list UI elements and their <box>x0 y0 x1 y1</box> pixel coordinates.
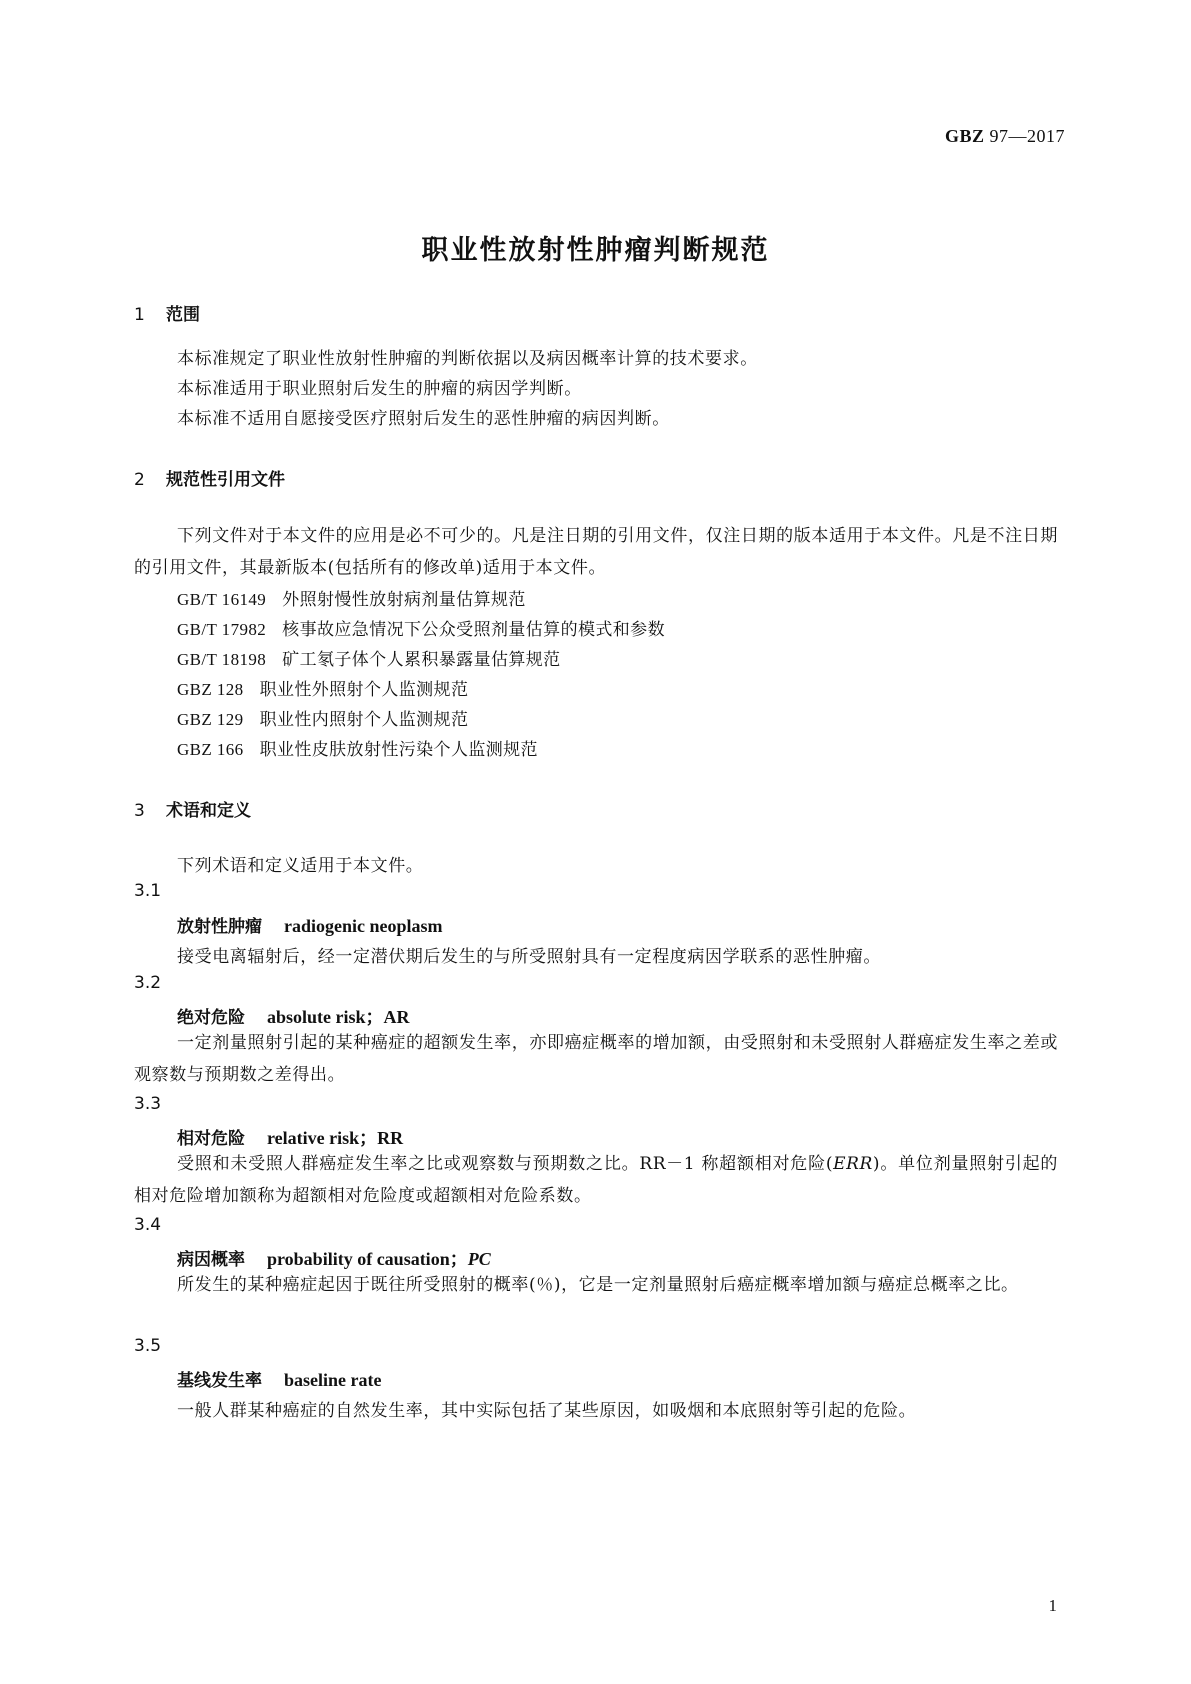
standard-number: 97—2017 <box>989 126 1065 146</box>
term-number: 3.3 <box>134 1094 162 1114</box>
definition-text: 受照和未受照人群癌症发生率之比或观察数与预期数之比。RR－1 称超额相对危险( <box>177 1154 834 1174</box>
term-title <box>177 1124 403 1150</box>
section-number: 3 <box>134 801 145 821</box>
standard-code <box>945 126 1065 147</box>
reference-code: GB/T 17982 <box>177 620 267 639</box>
section-number: 1 <box>134 305 145 325</box>
term-number: 3.5 <box>134 1336 162 1356</box>
term-number: 3.4 <box>134 1215 162 1235</box>
section-title: 术语和定义 <box>166 801 251 821</box>
term-definition: 所发生的某种癌症起因于既往所受照射的概率(％)，它是一定剂量照射后癌症概率增加额与癌症总概率之比。 <box>177 1275 1019 1295</box>
term-chinese: 相对危险 <box>177 1129 245 1149</box>
term-definition: 接受电离辐射后，经一定潜伏期后发生的与所受照射具有一定程度病因学联系的恶性肿瘤。 <box>177 947 881 967</box>
section-title: 范围 <box>166 305 200 325</box>
term-chinese: 放射性肿瘤 <box>177 917 262 937</box>
reference-code: GB/T 16149 <box>177 590 267 609</box>
term-abbreviation: AR <box>383 1007 410 1027</box>
term-english: probability of causation； <box>267 1249 468 1269</box>
section-3-heading <box>134 796 251 821</box>
term-definition: 一定剂量照射引起的某种癌症的超额发生率，亦即癌症概率的增加额，由受照射和未受照射人群癌症发生率之差或观察数与预期数之差得出。 <box>134 1033 1058 1085</box>
term-number: 3.2 <box>134 973 162 993</box>
term-chinese: 基线发生率 <box>177 1371 262 1391</box>
section-title: 规范性引用文件 <box>166 470 285 490</box>
term-title <box>177 912 443 937</box>
term-title <box>177 1003 410 1029</box>
normative-reference <box>177 585 526 610</box>
definition-abbreviation: ERR <box>833 1154 873 1174</box>
normative-reference <box>177 645 561 670</box>
term-abbreviation: RR <box>377 1128 404 1148</box>
section-1-line: 本标准规定了职业性放射性肿瘤的判断依据以及病因概率计算的技术要求。 <box>177 349 758 369</box>
term-definition <box>134 1148 1058 1212</box>
term-english: baseline rate <box>284 1370 382 1390</box>
section-number: 2 <box>134 470 145 490</box>
reference-title: 核事故应急情况下公众受照剂量估算的模式和参数 <box>282 620 665 640</box>
normative-reference <box>177 735 538 760</box>
term-abbreviation: PC <box>467 1249 491 1269</box>
document-title: 职业性放射性肿瘤判断规范 <box>421 235 770 266</box>
section-2-intro: 下列文件对于本文件的应用是必不可少的。凡是注日期的引用文件，仅注日期的版本适用于本文件。凡是不注日期的引用文件，其最新版本(包括所有的修改单)适用于本文件。 <box>134 526 1058 578</box>
section-2-heading <box>134 465 285 490</box>
section-1-line: 本标准适用于职业照射后发生的肿瘤的病因学判断。 <box>177 379 582 399</box>
reference-code: GBZ 166 <box>177 740 244 759</box>
page-number: 1 <box>1048 1596 1057 1615</box>
section-3-intro: 下列术语和定义适用于本文件。 <box>177 856 424 876</box>
reference-title: 外照射慢性放射病剂量估算规范 <box>282 590 526 610</box>
reference-code: GBZ 129 <box>177 710 244 729</box>
term-title <box>177 1245 491 1271</box>
term-english: relative risk； <box>267 1128 378 1148</box>
reference-title: 矿工氡子体个人累积暴露量估算规范 <box>282 650 561 670</box>
reference-title: 职业性内照射个人监测规范 <box>259 710 469 730</box>
reference-code: GBZ 128 <box>177 680 244 699</box>
reference-code: GB/T 18198 <box>177 650 267 669</box>
reference-title: 职业性皮肤放射性污染个人监测规范 <box>259 740 538 760</box>
normative-reference <box>177 675 468 700</box>
term-english: absolute risk； <box>267 1007 384 1027</box>
term-chinese: 绝对危险 <box>177 1008 245 1028</box>
term-title <box>177 1366 381 1391</box>
term-english: radiogenic neoplasm <box>284 916 443 936</box>
normative-reference <box>177 615 665 640</box>
normative-reference <box>177 705 468 730</box>
term-definition: 一般人群某种癌症的自然发生率，其中实际包括了某些原因，如吸烟和本底照射等引起的危险。 <box>177 1401 917 1421</box>
reference-title: 职业性外照射个人监测规范 <box>259 680 469 700</box>
term-chinese: 病因概率 <box>177 1250 245 1270</box>
standard-prefix: GBZ <box>944 126 985 146</box>
term-number: 3.1 <box>134 881 162 901</box>
section-1-line: 本标准不适用自愿接受医疗照射后发生的恶性肿瘤的病因判断。 <box>177 409 670 429</box>
definition-text: )。单位剂量照射引起的相对危险增加额称为超额相对危险度或超额相对危险系数。 <box>134 1154 1058 1206</box>
section-1-heading <box>134 300 200 325</box>
